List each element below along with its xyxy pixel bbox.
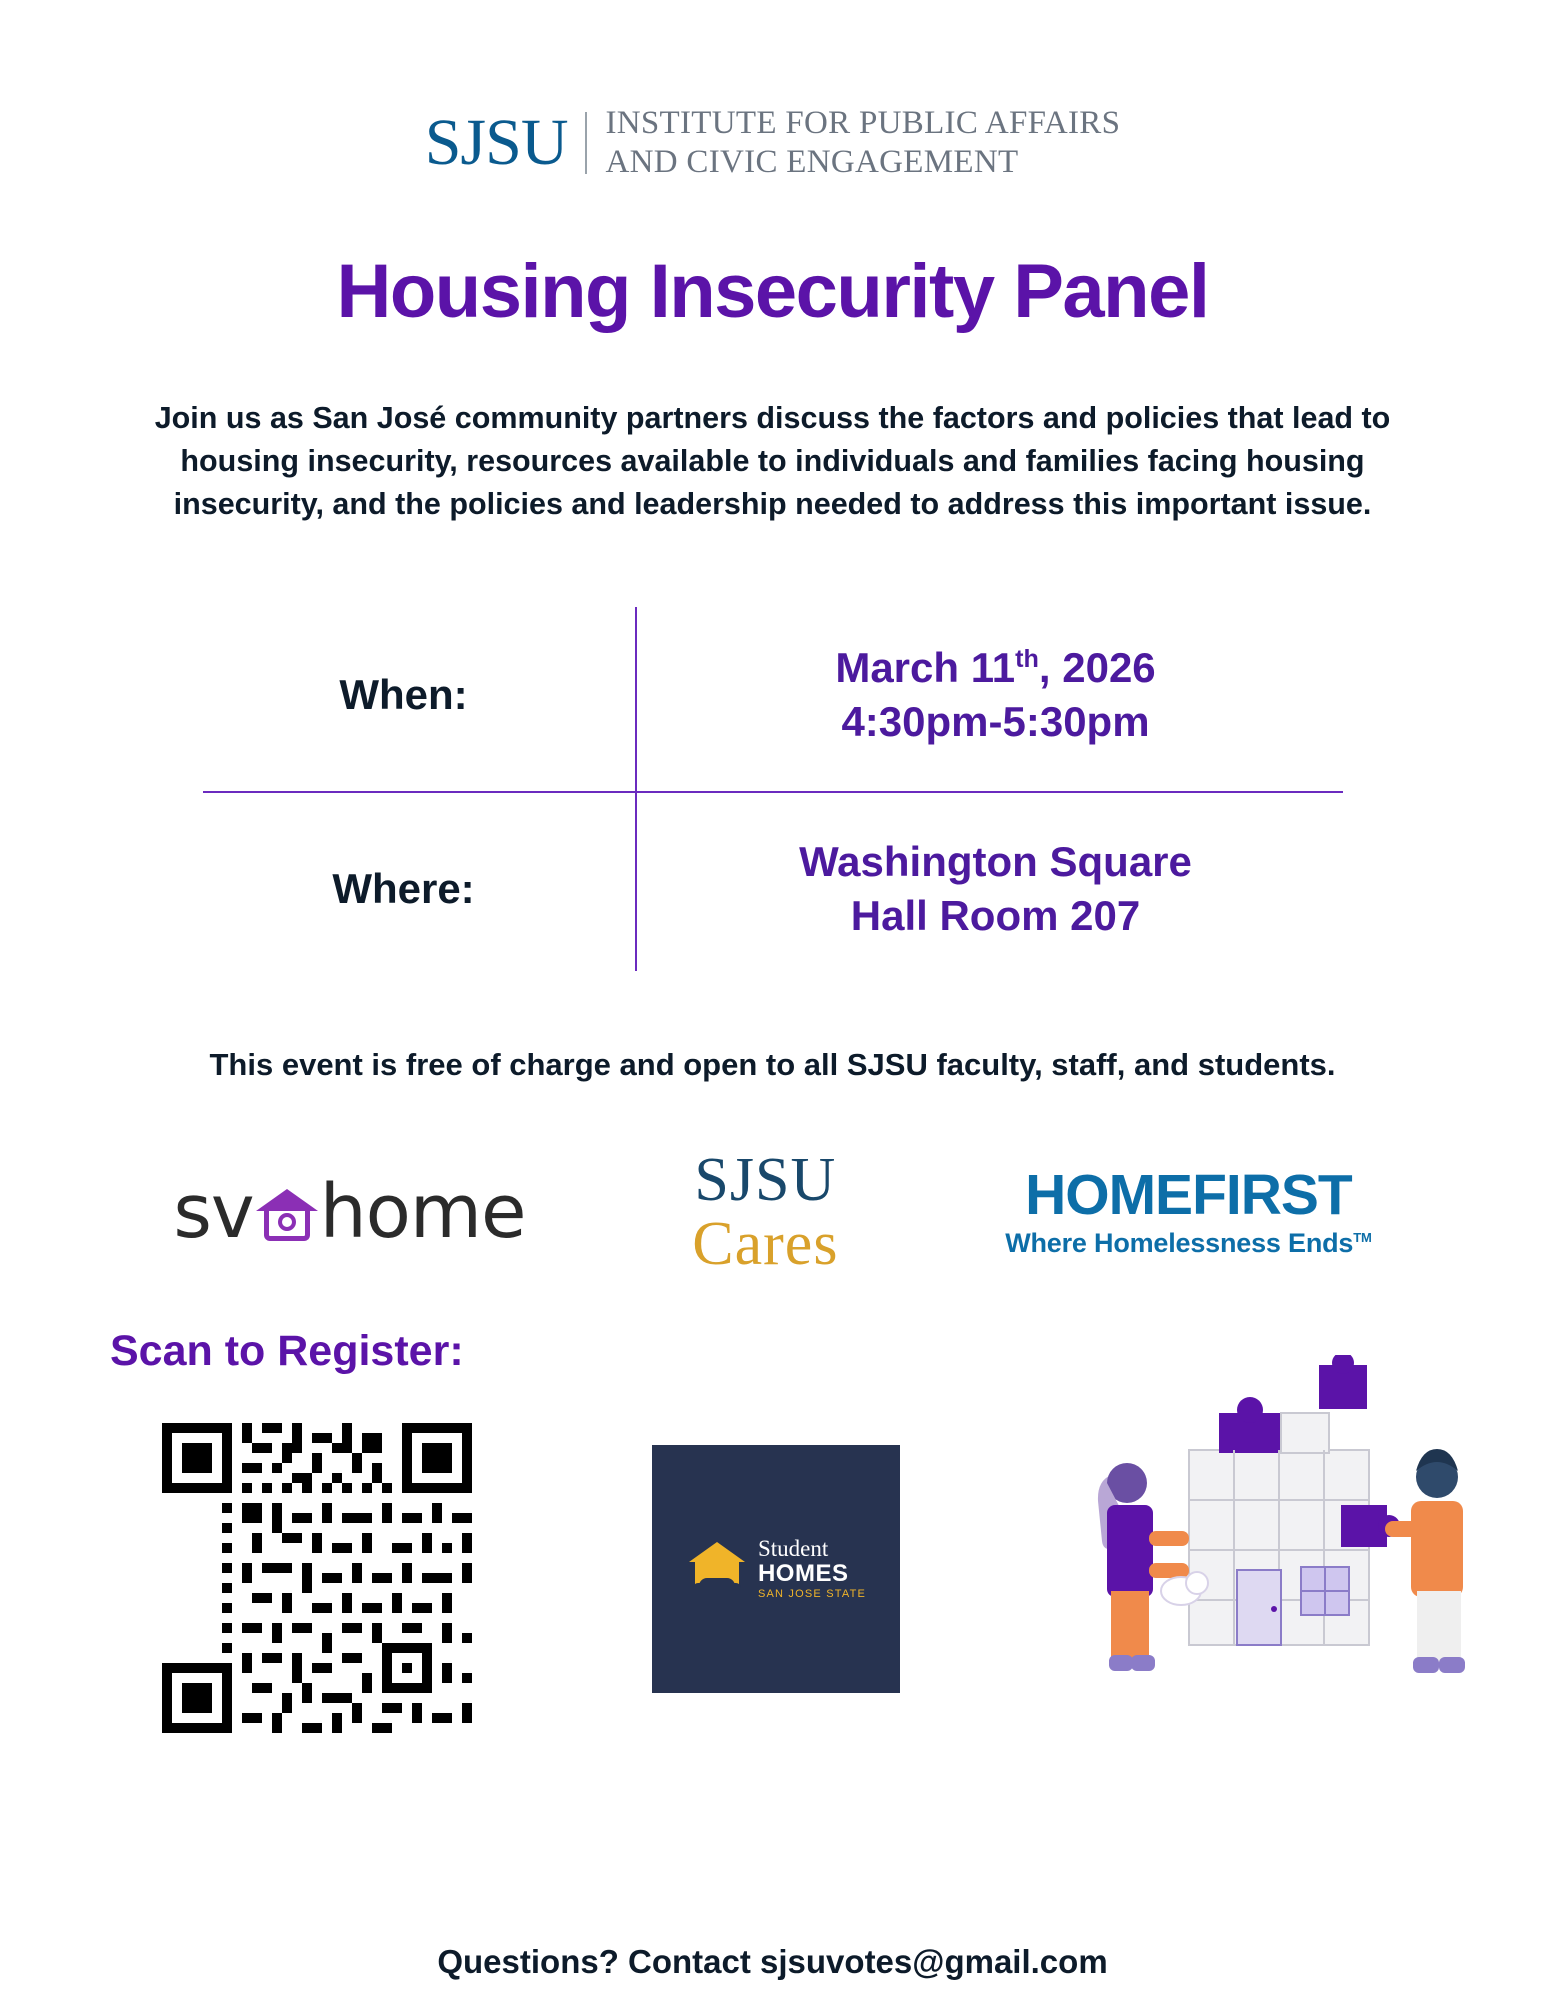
homefirst-wordmark: HOMEFIRST	[1025, 1162, 1352, 1227]
institute-name	[605, 104, 1120, 182]
where-value	[635, 835, 1343, 943]
where-line2: Hall Room 207	[850, 891, 1141, 939]
when-value	[635, 641, 1343, 749]
student-homes-text	[758, 1537, 866, 1600]
svahome-text-left: sv	[173, 1168, 254, 1255]
when-date-year: , 2026	[1038, 644, 1156, 692]
sjsu-cares-logo	[692, 1145, 839, 1278]
house-family-icon	[686, 1538, 748, 1600]
sjsu-ipace-logo	[0, 0, 1545, 182]
homefirst-tagline-text: Where Homelessness Ends	[1005, 1227, 1354, 1258]
institute-name-line2: AND CIVIC ENGAGEMENT	[605, 143, 1019, 180]
institute-name-line1: INSTITUTE FOR PUBLIC AFFAIRS	[605, 105, 1121, 141]
where-row	[203, 793, 1343, 985]
svahome-logo	[173, 1169, 525, 1255]
when-date-day: March 11	[835, 644, 1016, 692]
logo-divider	[585, 112, 587, 174]
homefirst-logo	[1005, 1162, 1372, 1258]
page-title: Housing Insecurity Panel	[336, 248, 1209, 334]
student-homes-line1: Student	[757, 1536, 829, 1562]
when-row	[203, 599, 1343, 791]
bottom-section	[0, 1315, 1545, 2015]
sjsu-wordmark: SJSU	[424, 105, 568, 179]
intro-paragraph: Join us as San José community partners discuss the factors and policies that lead to housing insecurity, resources available to individuals and families facing housing insecurity, and the policies and leadership needed to address this important issue.	[154, 400, 1391, 522]
details-vertical-divider	[635, 607, 637, 971]
sponsor-logos	[0, 1145, 1545, 1278]
where-line1: Washington Square	[799, 838, 1192, 886]
when-label: When:	[339, 670, 468, 718]
contact-line: Questions? Contact sjsuvotes@gmail.com	[437, 1942, 1108, 1980]
sjsu-cares-line1: SJSU	[694, 1145, 837, 1214]
puzzle-house-illustration	[1069, 1355, 1489, 1705]
sjsu-cares-line2: Cares	[692, 1209, 839, 1278]
where-label: Where:	[332, 864, 475, 912]
when-date	[649, 641, 1343, 695]
student-homes-line2: HOMES	[757, 1560, 849, 1588]
student-homes-logo	[652, 1445, 900, 1693]
svahome-text-right: home	[319, 1168, 526, 1255]
student-homes-line3: SAN JOSE STATE	[757, 1587, 867, 1600]
puzzle-house-icon	[1069, 1355, 1489, 1705]
free-event-note: This event is free of charge and open to all SJSU faculty, staff, and students.	[209, 1046, 1336, 1082]
when-time: 4:30pm-5:30pm	[841, 697, 1150, 745]
event-details	[203, 599, 1343, 985]
trademark-icon: TM	[1353, 1229, 1372, 1245]
registration-qr-code[interactable]	[162, 1423, 472, 1733]
homefirst-tagline	[1005, 1227, 1372, 1258]
house-at-icon	[256, 1181, 318, 1243]
qr-code-icon	[162, 1423, 472, 1733]
scan-to-register-label: Scan to Register:	[110, 1326, 464, 1375]
when-date-suffix: th	[1015, 645, 1039, 674]
